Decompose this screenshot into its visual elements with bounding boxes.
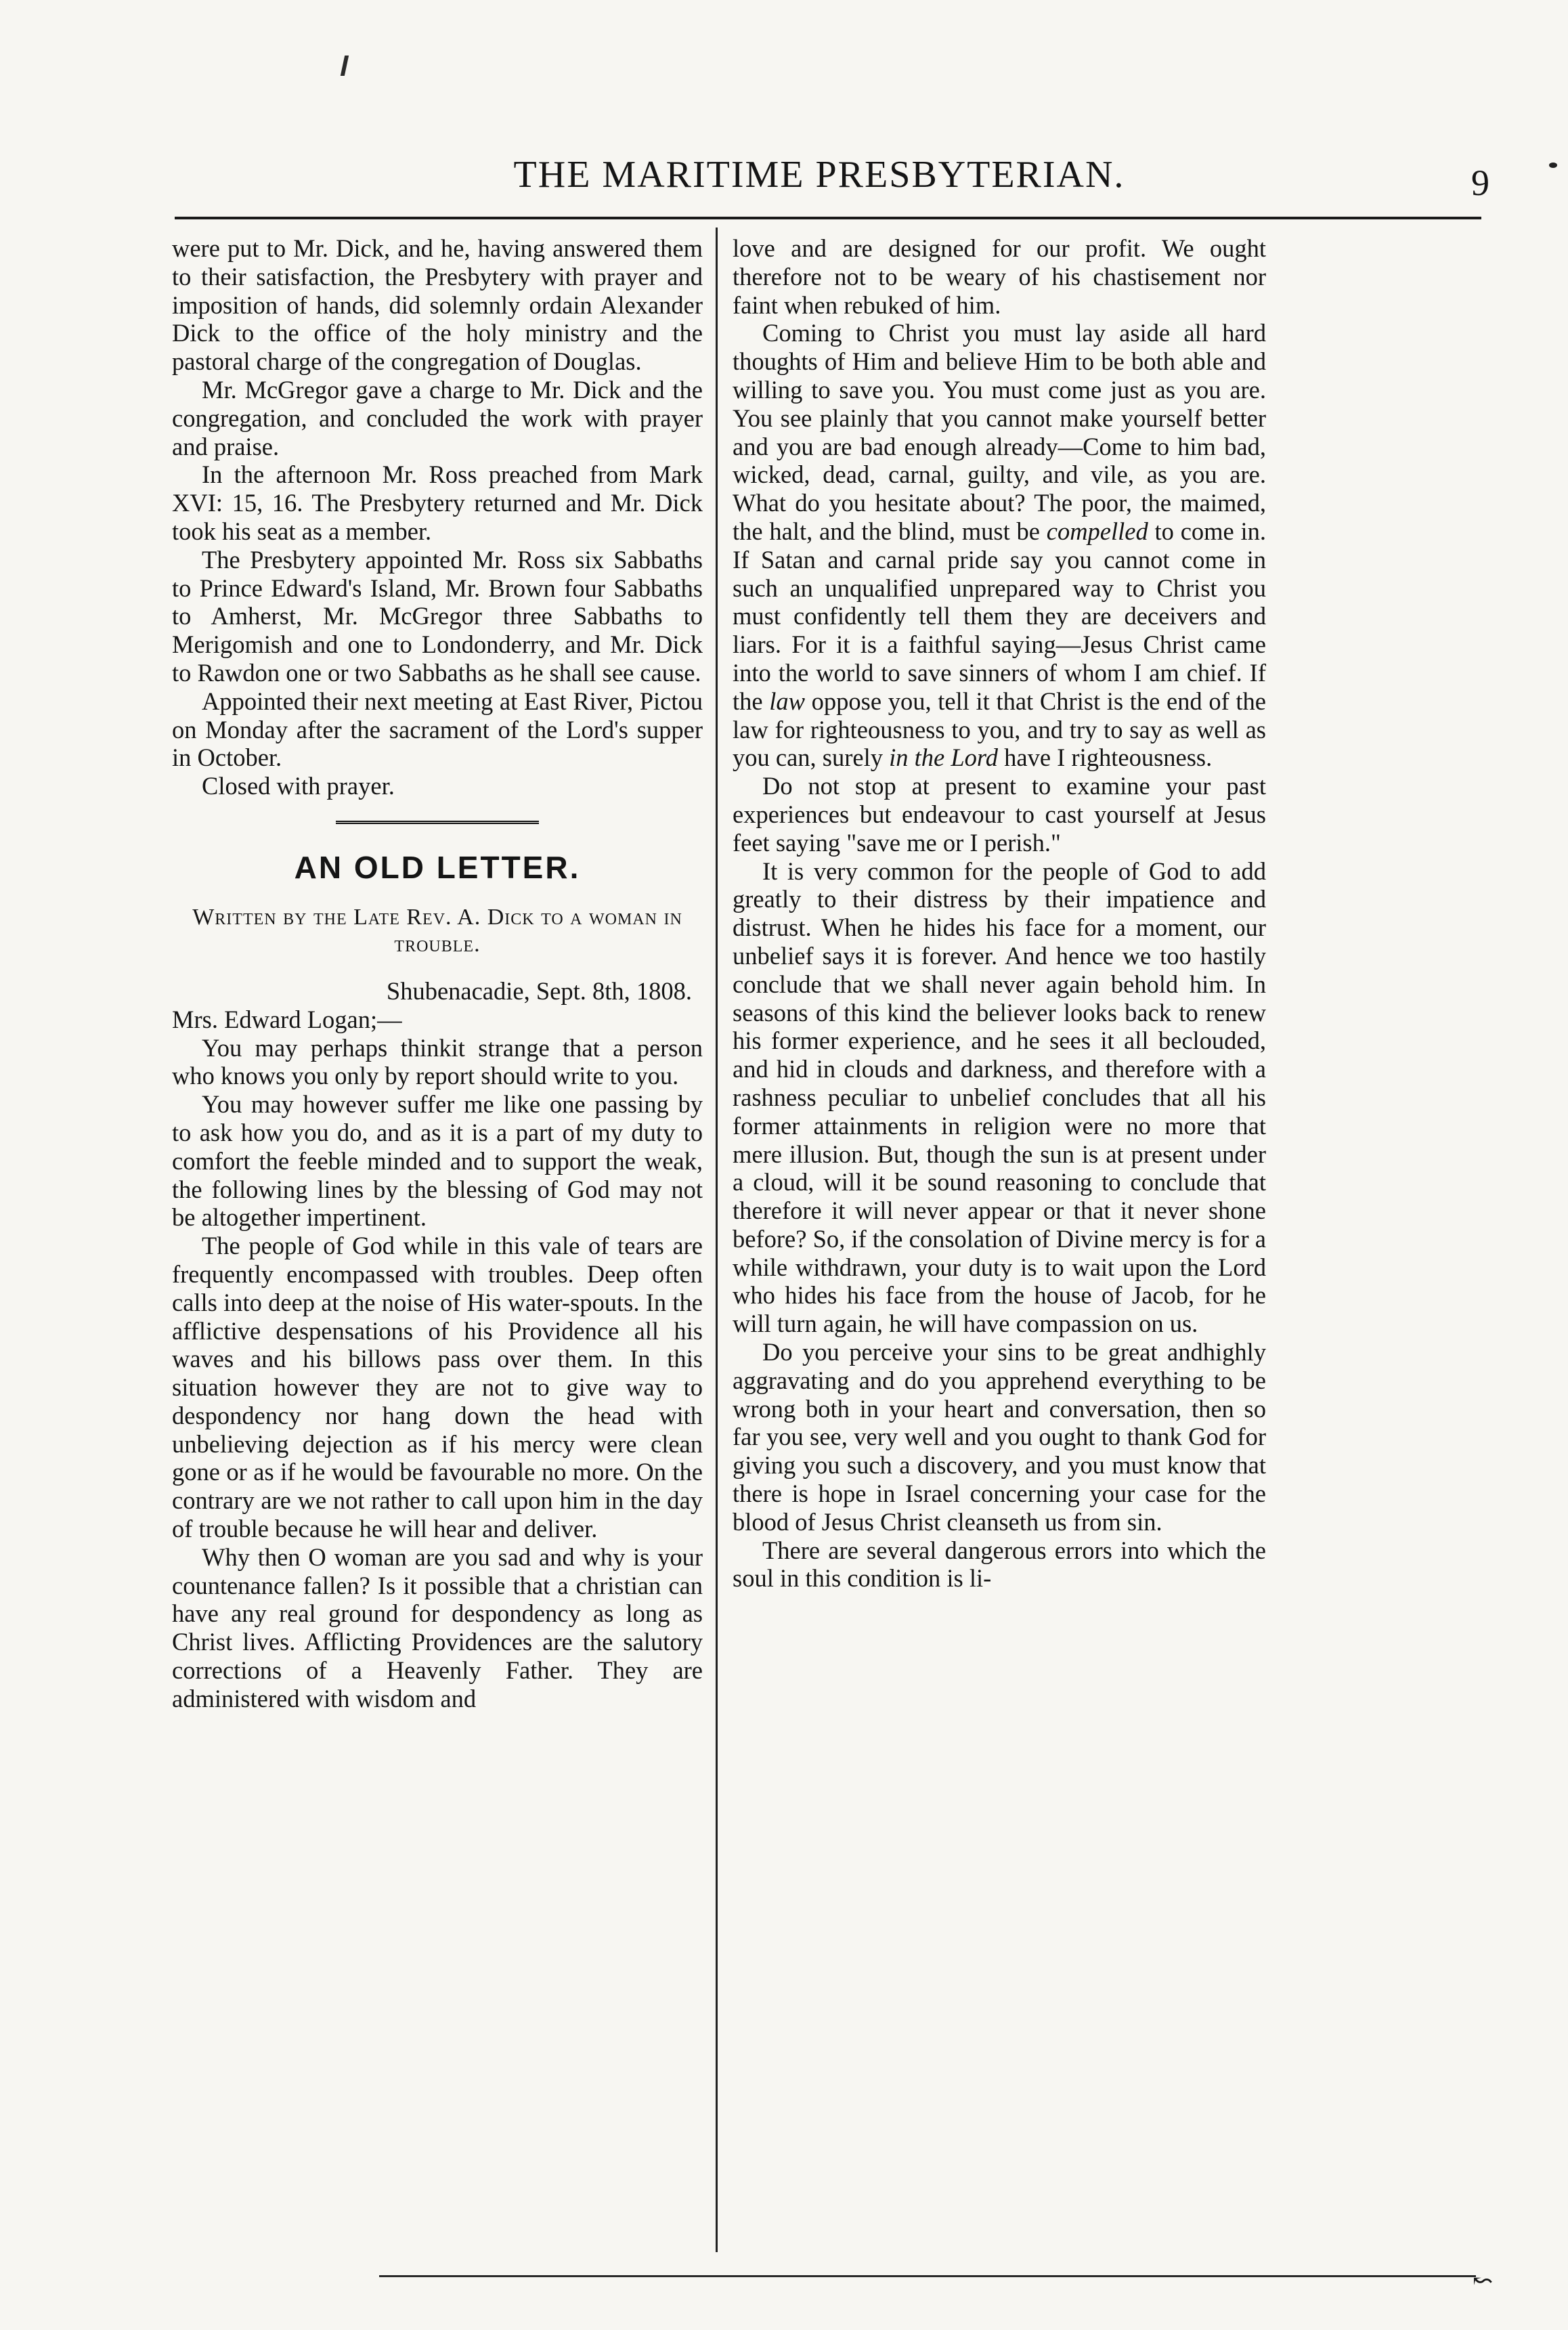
publication-title: THE MARITIME PRESBYTERIAN.	[513, 154, 1125, 196]
letter-paragraph: The people of God while in this vale of tears are frequently encompassed with troubles. Deep often calls into deep at the noise of His water-spouts. In the afflictive despensations of his Providence all his waves and his billows pass over them. In this situation however they are not to give way to despondency nor hang down the head with unbelieving dejection as if his mercy were clean gone or as if he would be favourable no more. On the contrary are we not rather to call upon him in the day of trouble because he will hear and deliver.	[172, 1232, 703, 1543]
section-divider	[336, 821, 539, 828]
italic-text: law	[769, 687, 805, 715]
footer-rule	[379, 2275, 1476, 2277]
text-run: to come in. If Satan and carnal pride say you cannot come in such an unqualified unprepared way to Christ you must confidently tell them they are deceivers and liars. For it is a faithful saying—Jesus Christ came into the world to save sinners of whom I am chief. If the	[733, 517, 1267, 715]
text-run: have I righteousness.	[1004, 743, 1213, 772]
article-paragraph: The Presbytery appointed Mr. Ross six Sabbaths to Prince Edward's Island, Mr. Brown four Sabbaths to Amherst, Mr. McGregor three Sabbaths to Merigomish and one to Londonderry, and Mr. Dick to Rawdon one or two Sabbaths as he shall see cause.	[172, 545, 703, 687]
letter-dateline: Shubenacadie, Sept. 8th, 1808.	[386, 976, 692, 1005]
article-paragraph: Closed with prayer.	[202, 772, 395, 800]
right-column	[733, 234, 1266, 1593]
article-paragraph: Mr. McGregor gave a charge to Mr. Dick and the congregation, and concluded the work with prayer and praise.	[172, 375, 703, 460]
letter-paragraph	[733, 319, 1266, 772]
article-paragraph: Appointed their next meeting at East River, Pictou on Monday after the sacrament of the Lord's supper in October.	[172, 687, 703, 772]
italic-text: compelled	[1046, 517, 1148, 545]
letter-paragraph: Do not stop at present to examine your past experiences but endeavour to cast yourself at Jesus feet saying "save me or I perish."	[733, 772, 1266, 857]
stray-ink-mark	[341, 56, 349, 76]
header-rule	[175, 217, 1481, 219]
page-number: 9	[1471, 163, 1489, 203]
footer-flourish: ↜	[1473, 2267, 1494, 2294]
letter-paragraph: You may perhaps thinkit strange that a person who knows you only by report should write to you.	[172, 1033, 703, 1090]
column-divider	[716, 228, 718, 2252]
page-header	[162, 150, 1489, 204]
article-paragraph: In the afternoon Mr. Ross preached from Mark XVI: 15, 16. The Presbytery returned and Mr. Dick took his seat as a member.	[172, 460, 703, 545]
letter-paragraph: You may however suffer me like one passing by to ask how you do, and as it is a part of my duty to comfort the feeble minded and to support the weak, the following lines by the blessing of God may not be altogether impertinent.	[172, 1090, 703, 1232]
letter-paragraph: It is very common for the people of God to add greatly to their distress by their impatience and distrust. When he hides his face for a moment, our unbelief says it is forever. And hence we too hastily conclude that we shall never again behold him. In seasons of this kind the believer looks back to renew his former experience, and he sees it all beclouded, and hid in clouds and darkness, and therefore with a rashness peculiar to unbelief concludes that all his former attainments in religion were no more that mere illusion. But, though the sun is at present under a cloud, will it be sound reasoning to conclude that therefore it will never appear or that it never shone before? So, if the consolation of Divine mercy is for a while withdrawn, your duty is to wait upon the Lord who hides his face from the house of Jacob, for he will turn again, he will have compassion on us.	[733, 857, 1266, 1338]
stray-ink-dot	[1549, 163, 1557, 168]
article-paragraph: were put to Mr. Dick, and he, having answered them to their satisfaction, the Presbytery with prayer and imposition of hands, did solemnly ordain Alexander Dick to the office of the holy ministry and the pastoral charge of the congregation of Douglas.	[172, 234, 703, 376]
left-column	[172, 234, 703, 1713]
article-byline: Written by the Late Rev. A. Dick to a woman in trouble.	[192, 904, 682, 957]
section-title: AN OLD LETTER.	[294, 849, 581, 885]
text-run: oppose you, tell it that Christ is the end of the law for righteousness to you, and try to say as well as you can, surely	[733, 687, 1266, 772]
text-run: Coming to Christ you must lay aside all hard thoughts of Him and believe Him to be both able and willing to save you. You must come just as you are. You see plainly that you cannot make yourself better and you are bad enough already—Come to him bad, wicked, dead, carnal, guilty, and vile, as you are. What do you hesitate about? The poor, the maimed, the halt, and the blind, must be	[733, 319, 1266, 545]
letter-paragraph: There are several dangerous errors into which the soul in this condition is li-	[733, 1536, 1266, 1593]
letter-salutation: Mrs. Edward Logan;—	[172, 1005, 402, 1033]
letter-paragraph: love and are designed for our profit. We ought therefore not to be weary of his chastisement nor faint when rebuked of him.	[733, 234, 1266, 319]
italic-text: in the Lord	[889, 743, 998, 772]
letter-paragraph: Do you perceive your sins to be great andhighly aggravating and do you apprehend everything to be wrong both in your heart and conversation, then so far you see, very well and you ought to thank God for giving you such a discovery, and you must know that there is hope in Israel concerning your case for the blood of Jesus Christ cleanseth us from sin.	[733, 1338, 1266, 1536]
letter-paragraph: Why then O woman are you sad and why is your countenance fallen? Is it possible that a christian can have any real ground for despondency as long as Christ lives. Afflicting Providences are the salutory corrections of a Heavenly Father. They are administered with wisdom and	[172, 1542, 703, 1712]
